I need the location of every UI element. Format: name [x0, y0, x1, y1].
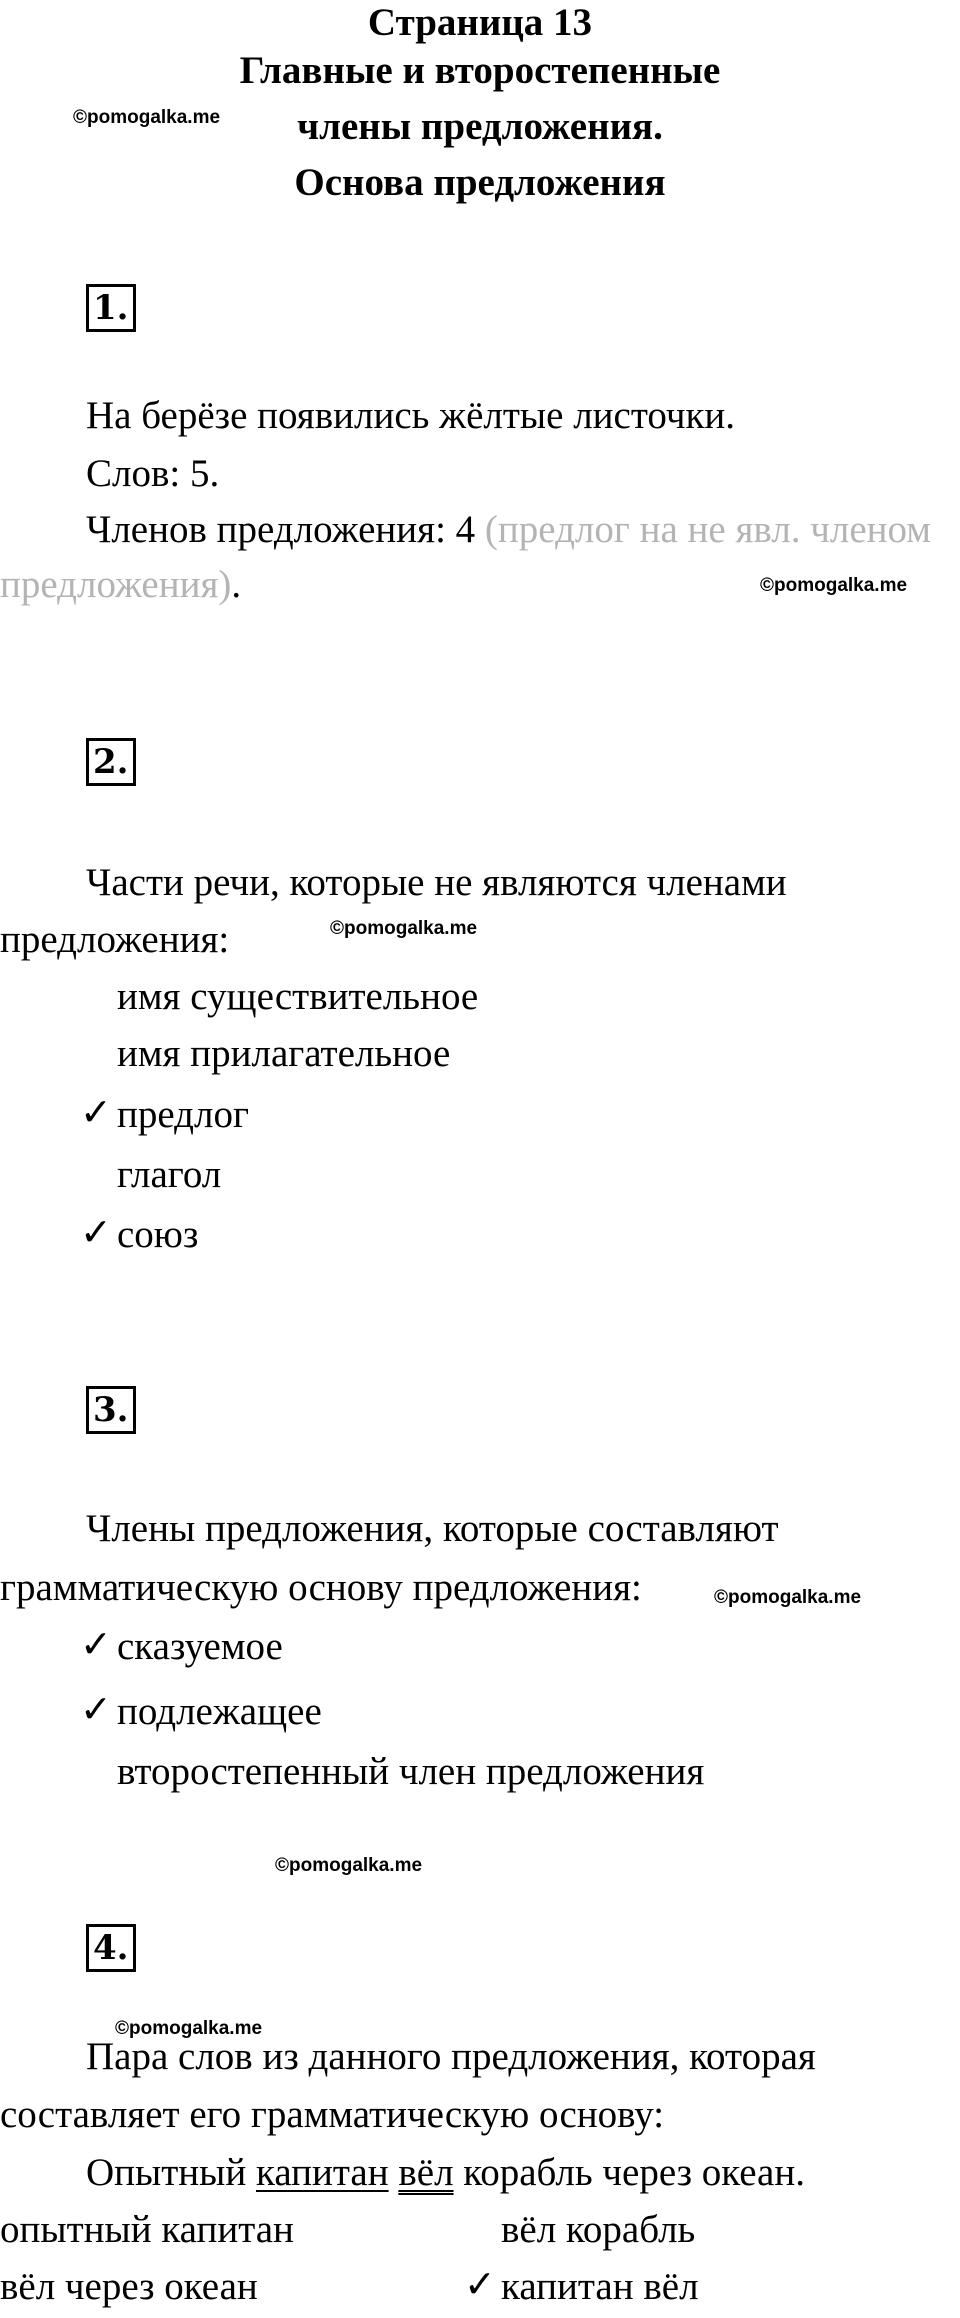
task1-member-count-main: Членов предложения: 4: [86, 508, 476, 551]
task2-option-checked: предлог: [117, 1093, 249, 1136]
task1-word-count: Слов: 5.: [86, 452, 220, 495]
checkmark-icon: ✓: [80, 1090, 112, 1134]
task4-pair: вёл через океан: [0, 2265, 258, 2308]
checkmark-icon: ✓: [464, 2262, 496, 2306]
task3-question-line2: грамматическую основу предложения:: [0, 1566, 642, 1609]
task4-sentence-end: корабль через океан.: [453, 2151, 805, 2194]
topic-title-line2: члены предложения.: [297, 105, 663, 148]
task2-option: имя существительное: [117, 975, 479, 1018]
task3-option-checked: подлежащее: [117, 1690, 322, 1733]
task4-question-line2: составляет его грамматическую основу:: [0, 2093, 665, 2136]
task-number-4: 4.: [86, 1924, 136, 1972]
task-number-3: 3.: [86, 1386, 136, 1434]
watermark: ©pomogalka.me: [73, 107, 221, 128]
task-number-1: 1.: [86, 284, 136, 332]
task2-question-line1: Части речи, которые не являются членами: [86, 861, 787, 904]
task4-subject: капитан: [255, 2151, 389, 2194]
task2-question-line2: предложения:: [0, 918, 230, 961]
watermark: ©pomogalka.me: [714, 1587, 862, 1608]
checkmark-icon: ✓: [80, 1622, 112, 1666]
watermark: ©pomogalka.me: [760, 575, 908, 596]
task3-option: второстепенный член предложения: [117, 1750, 705, 1793]
task3-question-line1: Члены предложения, которые составляют: [86, 1507, 779, 1550]
task4-sentence: [86, 2150, 805, 2195]
task1-member-count: [86, 507, 931, 552]
task1-member-note: (предлог на не явл. членом: [484, 508, 931, 551]
task1-period: .: [231, 563, 242, 606]
task4-pair: опытный капитан: [0, 2208, 294, 2251]
task4-predicate: вёл: [398, 2151, 454, 2194]
watermark: ©pomogalka.me: [275, 1855, 423, 1876]
task4-sentence-start: Опытный: [86, 2151, 256, 2194]
checkmark-icon: ✓: [80, 1687, 112, 1731]
page-title: Страница 13: [367, 1, 593, 44]
watermark: ©pomogalka.me: [330, 918, 478, 939]
task1-member-note-cont: [0, 562, 241, 607]
topic-title-line1: Главные и второстепенные: [239, 49, 721, 92]
task2-option: глагол: [117, 1153, 222, 1196]
task-number-2: 2.: [86, 738, 136, 786]
watermark: ©pomogalka.me: [115, 2018, 263, 2039]
task1-member-note-2: предложения): [0, 563, 232, 606]
topic-title-line3: Основа предложения: [294, 161, 666, 204]
task4-space: [389, 2151, 399, 2194]
task4-question-line1: Пара слов из данного предложения, которая: [86, 2035, 816, 2078]
task4-pair: вёл корабль: [501, 2208, 696, 2251]
checkmark-icon: ✓: [80, 1210, 112, 1254]
task2-option: имя прилагательное: [117, 1032, 451, 1075]
task2-option-checked: союз: [117, 1213, 199, 1256]
task4-pair-checked: капитан вёл: [501, 2265, 699, 2308]
task3-option-checked: сказуемое: [117, 1625, 283, 1668]
task1-sentence: На берёзе появились жёлтые листочки.: [86, 394, 736, 437]
